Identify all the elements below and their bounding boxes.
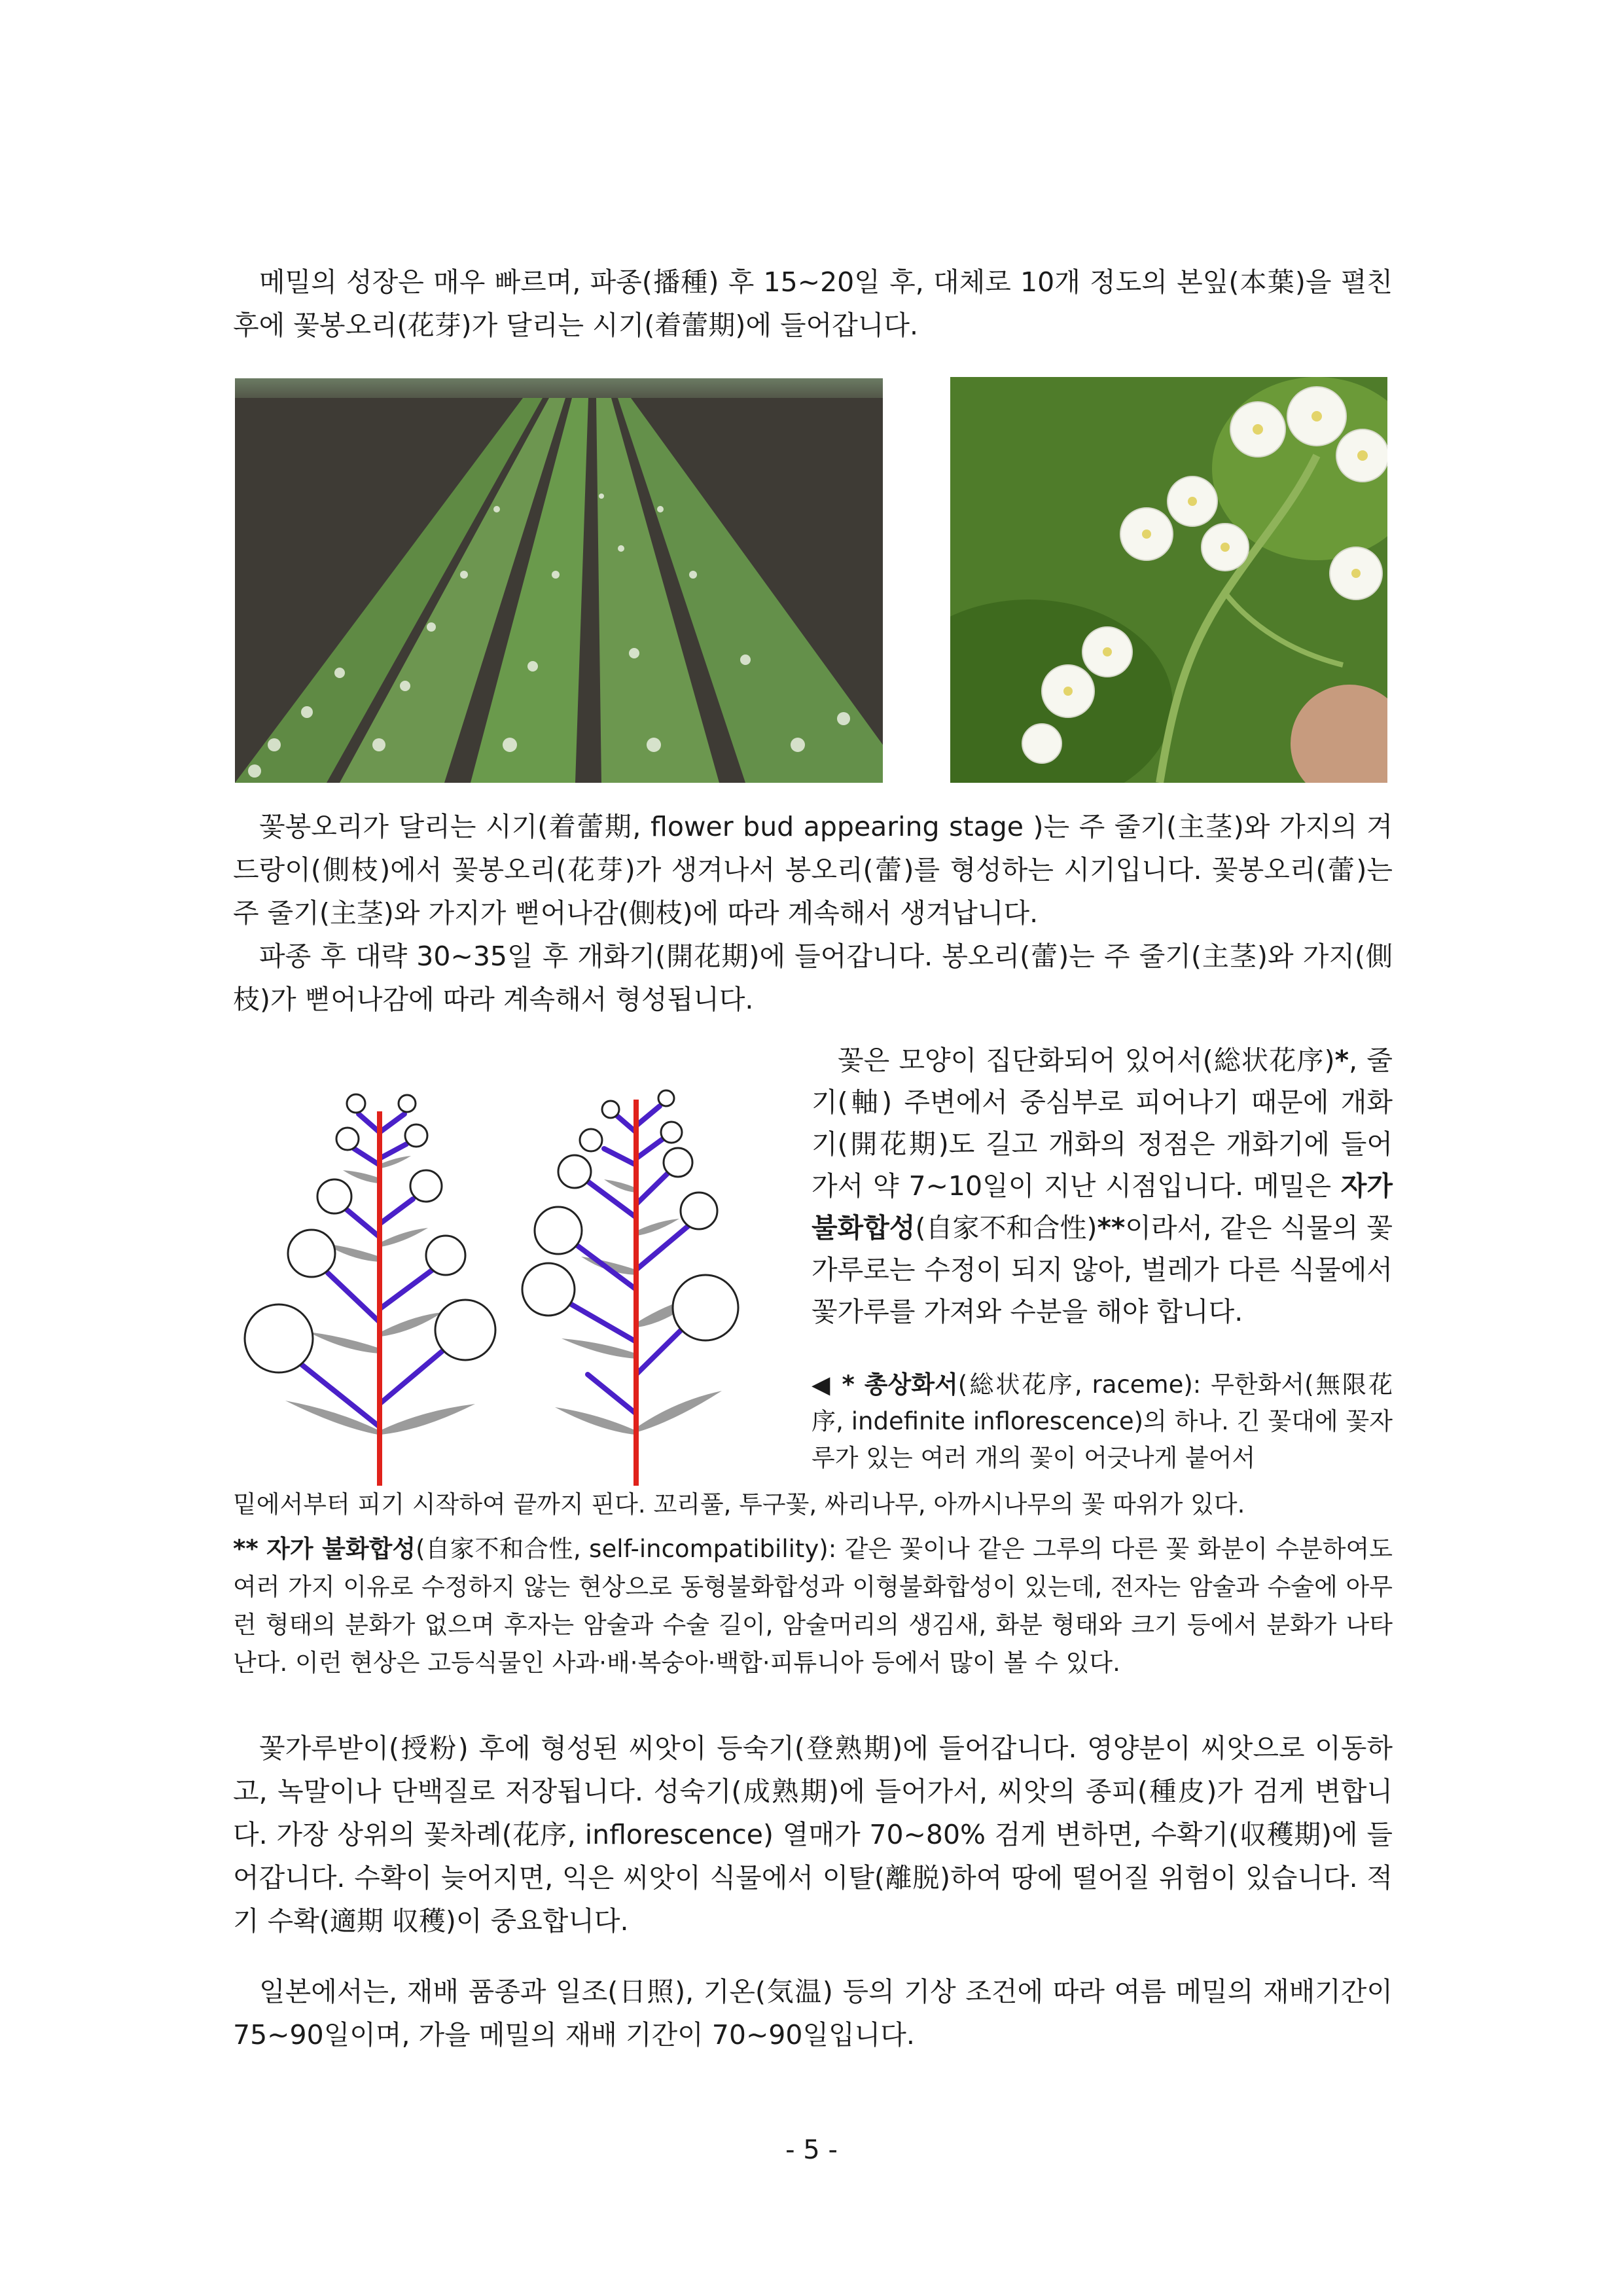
flower-photo-illustration xyxy=(950,377,1387,783)
footnote1-body-full: 밑에서부터 피기 시작하여 끝까지 핀다. 꼬리풀, 투구꽃, 싸리나무, 아까시나무의 꽃 따위가 있다. xyxy=(233,1490,1245,1518)
right-plant-diagram xyxy=(522,1090,738,1486)
intro-paragraph xyxy=(233,260,1393,347)
footnote2-mark: ** xyxy=(233,1535,259,1563)
inflorescence-diagram xyxy=(233,1034,796,1492)
side-text-part1: 꽃은 모양이 집단화되어 있어서(総状花序) xyxy=(838,1045,1335,1076)
flowering-stage-text: 파종 후 대략 30~35일 후 개화기(開花期)에 들어갑니다. 봉오리(蕾)는 주 줄기(主茎)와 가지(側枝)가 뻗어나감에 따라 계속해서 형성됩니다. xyxy=(233,941,1393,1015)
bud-stage-paragraph xyxy=(233,805,1393,1021)
side-text-part2: , 줄기(軸) 주변에서 중심부로 피어나기 때문에 개화기(開花期)도 길고 개화의 정점은 개화기에 들어가서 약 7~10일이 지난 시점입니다. 메밀은 xyxy=(812,1045,1393,1202)
buckwheat-field-photo xyxy=(235,378,883,783)
footnote2-body: 같은 꽃이나 같은 그루의 다른 꽃 화분이 수분하여도 여러 가지 이유로 수정하지 않는 현상으로 동형불화합성과 이형불화합성이 있는데, 전자는 암술과 수술에 아무런 형태의 분화가 없으며 후자는 암술과 수술 길이, 암술머리의 생김새, 화분 형태와 크기 등에서 분화가 나타난다. 이런 현상은 고등식물인 사과·배·복숭아·백합·피튜니아 등에서 많이 볼 수 있다. xyxy=(233,1535,1393,1677)
footnote1-term-detail: (総状花序, raceme): xyxy=(957,1371,1202,1399)
footnote1-body-side: 무한화서(無限花序, indefinite inflorescence)의 하나. 긴 꽃대에 꽃자루가 있는 여러 개의 꽃이 어긋나게 붙어서 xyxy=(812,1371,1393,1472)
side-text-part4: 이라서, 같은 식물의 꽃가루로는 수정이 되지 않아, 벌레가 다른 식물에서 꽃가루를 가져와 수분을 해야 합니다. xyxy=(812,1212,1393,1327)
page-number: - 5 - xyxy=(785,2135,838,2165)
bud-stage-text: 꽃봉오리가 달리는 시기(着蕾期, flower bud appearing stage )는 주 줄기(主茎)와 가지의 겨드랑이(側枝)에서 꽃봉오리(花芽)가 생겨나서 봉오리(蕾)를 형성하는 시기입니다. 꽃봉오리(蕾)는 주 줄기(主茎)와 가지가 뻗어나감(側枝)에 따라 계속해서 생겨납니다. xyxy=(233,811,1393,929)
left-plant-diagram xyxy=(245,1094,495,1486)
self-incompatibility-footnote-mark: ** xyxy=(1097,1212,1126,1244)
inflorescence-description xyxy=(812,1039,1393,1333)
self-incompatibility-footnote xyxy=(233,1530,1393,1682)
raceme-footnote-continuation xyxy=(233,1486,1393,1524)
self-incompatibility-term: 자가 불화합성 xyxy=(812,1170,1393,1244)
cultivation-period-text: 일본에서는, 재배 품종과 일조(日照), 기온(気温) 등의 기상 조건에 따라 여름 메밀의 재배기간이 75~90일이며, 가을 메밀의 재배 기간이 70~90일입니다. xyxy=(233,1976,1393,2051)
raceme-diagram xyxy=(233,1034,796,1492)
seed-maturation-paragraph xyxy=(233,1727,1393,1943)
left-arrow-icon: ◀ xyxy=(812,1371,832,1399)
cultivation-period-paragraph xyxy=(233,1970,1393,2056)
side-text-part3: (自家不和合性) xyxy=(915,1212,1097,1244)
intro-text: 메밀의 성장은 매우 빠르며, 파종(播種) 후 15~20일 후, 대체로 10개 정도의 본잎(本葉)을 펼친 후에 꽃봉오리(花芽)가 달리는 시기(着蕾期)에 들어갑니다. xyxy=(233,266,1393,341)
footnote2-term-detail: (自家不和合性, self-incompatibility): xyxy=(416,1535,837,1563)
raceme-footnote xyxy=(812,1367,1393,1477)
footnote1-mark: * xyxy=(842,1371,855,1399)
footnote1-term: 총상화서 xyxy=(864,1371,958,1399)
seed-maturation-text: 꽃가루받이(授粉) 후에 형성된 씨앗이 등숙기(登熟期)에 들어갑니다. 영양분이 씨앗으로 이동하고, 녹말이나 단백질로 저장됩니다. 성숙기(成熟期)에 들어가서, 씨앗의 종피(種皮)가 검게 변합니다. 가장 상위의 꽃차례(花序, inflorescence) 열매가 70~80% 검게 변하면, 수확기(収穫期)에 들어갑니다. 수확이 늦어지면, 익은 씨앗이 식물에서 이탈(離脱)하여 땅에 떨어질 위험이 있습니다. 적기 수확(適期 収穫)이 중요합니다. xyxy=(233,1732,1393,1937)
footnote2-term: 자가 불화합성 xyxy=(266,1535,416,1563)
buckwheat-flower-photo xyxy=(950,377,1387,783)
raceme-footnote-mark: * xyxy=(1334,1045,1349,1076)
field-photo-illustration xyxy=(235,378,883,783)
